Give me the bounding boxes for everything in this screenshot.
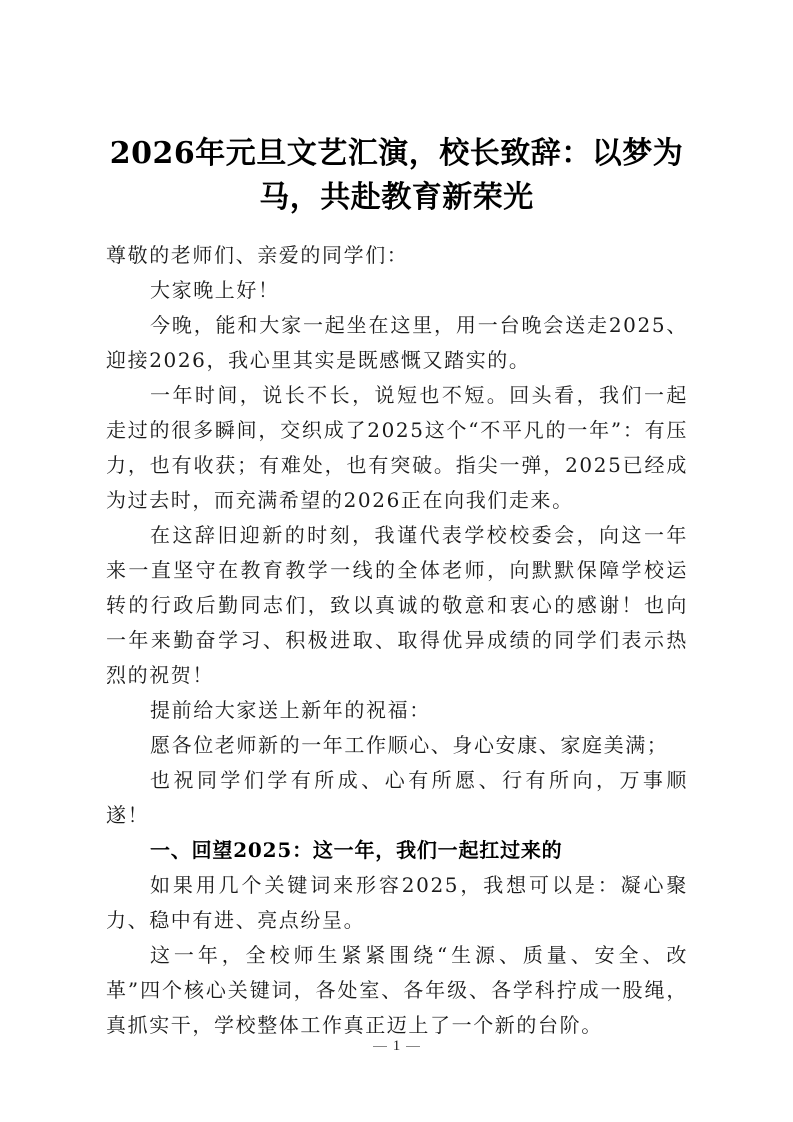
paragraph: 愿各位老师新的一年工作顺心、身心安康、家庭美满； [150, 733, 669, 757]
salutation: 尊敬的老师们、亲爱的同学们： [106, 243, 409, 267]
document-title: 2026年元旦文艺汇演，校长致辞：以梦为马，共赴教育新荣光 [109, 136, 684, 216]
paragraph: 如果用几个关键词来形容2025，我想可以是：凝心聚力、稳中有进、亮点纷呈。 [106, 873, 688, 932]
section-heading: 一、回望2025：这一年，我们一起扛过来的 [150, 838, 563, 862]
page-footer [0, 1038, 793, 1055]
paragraph: 也祝同学们学有所成、心有所愿、行有所向，万事顺遂！ [106, 768, 688, 827]
paragraph: 大家晚上好！ [150, 278, 280, 302]
paragraph: 一年时间，说长不长，说短也不短。回头看，我们一起走过的很多瞬间，交织成了2025这个“不平凡的一年”：有压力，也有收获；有难处，也有突破。指尖一弹，2025已经成为过去时，而充满希望的2026正在向我们走来。 [106, 383, 688, 512]
page-number: 1 [392, 1038, 401, 1054]
document-body [106, 238, 688, 1043]
paragraph: 今晚，能和大家一起坐在这里，用一台晚会送走2025、迎接2026，我心里其实是既感慨又踏实的。 [106, 313, 688, 372]
paragraph: 在这辞旧迎新的时刻，我谨代表学校校委会，向这一年来一直坚守在教育教学一线的全体老师，向默默保障学校运转的行政后勤同志们，致以真诚的敬意和衷心的感谢！也向一年来勤奋学习、积极进取、取得优异成绩的同学们表示热烈的祝贺！ [106, 523, 688, 687]
paragraph: 提前给大家送上新年的祝福： [150, 698, 431, 722]
paragraph: 这一年，全校师生紧紧围绕“生源、质量、安全、改革”四个核心关键词，各处室、各年级、各学科拧成一股绳，真抓实干，学校整体工作真正迈上了一个新的台阶。 [106, 943, 688, 1037]
dash-left [373, 1046, 387, 1047]
dash-right [406, 1046, 420, 1047]
